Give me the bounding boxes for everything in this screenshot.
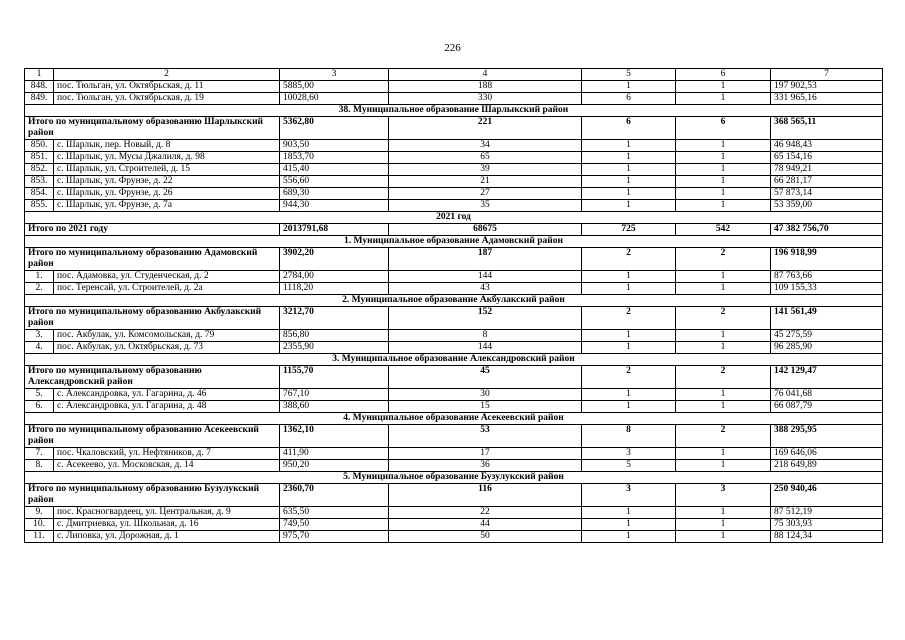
- apartments-value: 3: [582, 484, 676, 507]
- area-value: 903,50: [280, 140, 389, 152]
- apartments-value: 1: [582, 200, 676, 212]
- cost-value: 142 129,47: [771, 366, 883, 389]
- buildings-value: 1: [676, 164, 771, 176]
- residents-value: 43: [389, 283, 582, 295]
- residents-value: 144: [389, 271, 582, 283]
- area-value: 2013791,68: [280, 224, 389, 236]
- address: пос. Тюльган, ул. Октябрьская, д. 19: [54, 93, 280, 105]
- address: с. Дмитриевка, ул. Школьная, д. 16: [54, 519, 280, 531]
- residents-value: 152: [389, 307, 582, 330]
- buildings-value: 2: [676, 366, 771, 389]
- buildings-value: 1: [676, 519, 771, 531]
- cost-value: 47 382 756,70: [771, 224, 883, 236]
- address: пос. Акбулак, ул. Комсомольская, д. 79: [54, 330, 280, 342]
- cost-value: 88 124,34: [771, 531, 883, 543]
- area-value: 2360,70: [280, 484, 389, 507]
- cost-value: 109 155,33: [771, 283, 883, 295]
- residents-value: 8: [389, 330, 582, 342]
- apartments-value: 1: [582, 140, 676, 152]
- subtotal-label: Итого по муниципальному образованию Бузулукский район: [25, 484, 280, 507]
- row-number: 849.: [25, 93, 54, 105]
- column-number: 2: [54, 69, 280, 81]
- subtotal-row: [25, 117, 883, 140]
- apartments-value: 1: [582, 188, 676, 200]
- table-row: [25, 531, 883, 543]
- apartments-value: 1: [582, 271, 676, 283]
- apartments-value: 2: [582, 307, 676, 330]
- area-value: 2784,00: [280, 271, 389, 283]
- row-number: 5.: [25, 389, 54, 401]
- apartments-value: 1: [582, 283, 676, 295]
- cost-value: 78 949,21: [771, 164, 883, 176]
- row-number: 9.: [25, 507, 54, 519]
- area-value: 10028,60: [280, 93, 389, 105]
- address: пос. Красногвардеец, ул. Центральная, д. 9: [54, 507, 280, 519]
- area-value: 975,70: [280, 531, 389, 543]
- row-number: 854.: [25, 188, 54, 200]
- area-value: 415,40: [280, 164, 389, 176]
- apartments-value: 3: [582, 448, 676, 460]
- address: пос. Акбулак, ул. Октябрьская, д. 73: [54, 342, 280, 354]
- cost-value: 250 940,46: [771, 484, 883, 507]
- area-value: 856,80: [280, 330, 389, 342]
- cost-value: 76 041,68: [771, 389, 883, 401]
- row-number: 1.: [25, 271, 54, 283]
- apartments-value: 1: [582, 152, 676, 164]
- residents-value: 53: [389, 425, 582, 448]
- buildings-value: 1: [676, 93, 771, 105]
- address: с. Липовка, ул. Дорожная, д. 1: [54, 531, 280, 543]
- residents-value: 330: [389, 93, 582, 105]
- cost-value: 368 565,11: [771, 117, 883, 140]
- column-number-row: [25, 69, 883, 81]
- residents-value: 22: [389, 507, 582, 519]
- apartments-value: 2: [582, 248, 676, 271]
- apartments-value: 1: [582, 342, 676, 354]
- section-title: 3. Муниципальное образование Александровский район: [25, 354, 883, 366]
- area-value: 3212,70: [280, 307, 389, 330]
- column-number: 7: [771, 69, 883, 81]
- cost-value: 45 275,59: [771, 330, 883, 342]
- cost-value: 141 561,49: [771, 307, 883, 330]
- address: с. Шарлык, пер. Новый, д. 8: [54, 140, 280, 152]
- residents-value: 187: [389, 248, 582, 271]
- apartments-value: 1: [582, 401, 676, 413]
- table-row: [25, 342, 883, 354]
- table-row: [25, 164, 883, 176]
- buildings-value: 1: [676, 330, 771, 342]
- residents-value: 44: [389, 519, 582, 531]
- section-header-row: [25, 105, 883, 117]
- row-number: 11.: [25, 531, 54, 543]
- area-value: 388,60: [280, 401, 389, 413]
- row-number: 10.: [25, 519, 54, 531]
- cost-value: 388 295,95: [771, 425, 883, 448]
- address: с. Александровка, ул. Гагарина, д. 48: [54, 401, 280, 413]
- row-number: 852.: [25, 164, 54, 176]
- buildings-value: 1: [676, 401, 771, 413]
- table-row: [25, 152, 883, 164]
- cost-value: 65 154,16: [771, 152, 883, 164]
- year-total-row: [25, 224, 883, 236]
- column-number: 3: [280, 69, 389, 81]
- row-number: 851.: [25, 152, 54, 164]
- buildings-value: 1: [676, 188, 771, 200]
- column-number: 6: [676, 69, 771, 81]
- row-number: 3.: [25, 330, 54, 342]
- table-row: [25, 507, 883, 519]
- column-number: 5: [582, 69, 676, 81]
- subtotal-label: Итого по муниципальному образованию Акбулакский район: [25, 307, 280, 330]
- residents-value: 45: [389, 366, 582, 389]
- address: пос. Теренсай, ул. Строителей, д. 2а: [54, 283, 280, 295]
- subtotal-label: Итого по муниципальному образованию Адамовский район: [25, 248, 280, 271]
- cost-value: 331 965,16: [771, 93, 883, 105]
- table-row: [25, 330, 883, 342]
- subtotal-row: [25, 425, 883, 448]
- row-number: 7.: [25, 448, 54, 460]
- residents-value: 68675: [389, 224, 582, 236]
- cost-value: 46 948,43: [771, 140, 883, 152]
- column-number: 4: [389, 69, 582, 81]
- housing-register-table: [24, 68, 883, 543]
- row-number: 848.: [25, 81, 54, 93]
- buildings-value: 2: [676, 248, 771, 271]
- cost-value: 169 646,06: [771, 448, 883, 460]
- section-header-row: [25, 354, 883, 366]
- row-number: 853.: [25, 176, 54, 188]
- row-number: 850.: [25, 140, 54, 152]
- cost-value: 96 285,90: [771, 342, 883, 354]
- cost-value: 196 918,99: [771, 248, 883, 271]
- page-number: 226: [444, 42, 461, 54]
- buildings-value: 1: [676, 200, 771, 212]
- apartments-value: 1: [582, 519, 676, 531]
- address: пос. Тюльган, ул. Октябрьская, д. 11: [54, 81, 280, 93]
- apartments-value: 1: [582, 176, 676, 188]
- subtotal-row: [25, 307, 883, 330]
- buildings-value: 1: [676, 176, 771, 188]
- area-value: 5885,00: [280, 81, 389, 93]
- residents-value: 39: [389, 164, 582, 176]
- buildings-value: 1: [676, 271, 771, 283]
- residents-value: 27: [389, 188, 582, 200]
- address: с. Шарлык, ул. Мусы Джалиля, д. 98: [54, 152, 280, 164]
- residents-value: 116: [389, 484, 582, 507]
- section-title: 5. Муниципальное образование Бузулукский район: [25, 472, 883, 484]
- section-title: 2021 год: [25, 212, 883, 224]
- apartments-value: 1: [582, 531, 676, 543]
- section-title: 1. Муниципальное образование Адамовский район: [25, 236, 883, 248]
- cost-value: 218 649,89: [771, 460, 883, 472]
- residents-value: 35: [389, 200, 582, 212]
- cost-value: 87 763,66: [771, 271, 883, 283]
- area-value: 3902,20: [280, 248, 389, 271]
- subtotal-row: [25, 248, 883, 271]
- column-number: 1: [25, 69, 54, 81]
- residents-value: 50: [389, 531, 582, 543]
- subtotal-label: Итого по муниципальному образованию Асекеевский район: [25, 425, 280, 448]
- address: с. Асекеево, ул. Московская, д. 14: [54, 460, 280, 472]
- address: пос. Чкаловский, ул. Нефтяников, д. 7: [54, 448, 280, 460]
- area-value: 689,30: [280, 188, 389, 200]
- apartments-value: 6: [582, 93, 676, 105]
- area-value: 1362,10: [280, 425, 389, 448]
- area-value: 556,60: [280, 176, 389, 188]
- residents-value: 34: [389, 140, 582, 152]
- cost-value: 57 873,14: [771, 188, 883, 200]
- cost-value: 197 902,53: [771, 81, 883, 93]
- residents-value: 144: [389, 342, 582, 354]
- apartments-value: 5: [582, 460, 676, 472]
- table-row: [25, 460, 883, 472]
- area-value: 950,20: [280, 460, 389, 472]
- section-header-row: [25, 236, 883, 248]
- address: с. Александровка, ул. Гагарина, д. 46: [54, 389, 280, 401]
- cost-value: 53 359,00: [771, 200, 883, 212]
- table-row: [25, 448, 883, 460]
- subtotal-label: Итого по 2021 году: [25, 224, 280, 236]
- buildings-value: 1: [676, 448, 771, 460]
- apartments-value: 2: [582, 366, 676, 389]
- buildings-value: 3: [676, 484, 771, 507]
- table-row: [25, 140, 883, 152]
- buildings-value: 1: [676, 81, 771, 93]
- cost-value: 87 512,19: [771, 507, 883, 519]
- address: с. Шарлык, ул. Фрунзе, д. 22: [54, 176, 280, 188]
- section-header-row: [25, 413, 883, 425]
- apartments-value: 1: [582, 507, 676, 519]
- buildings-value: 1: [676, 140, 771, 152]
- subtotal-label: Итого по муниципальному образованию Александровский район: [25, 366, 280, 389]
- section-header-row: [25, 212, 883, 224]
- table-body: [25, 69, 883, 543]
- table-row: [25, 93, 883, 105]
- residents-value: 30: [389, 389, 582, 401]
- buildings-value: 1: [676, 460, 771, 472]
- apartments-value: 8: [582, 425, 676, 448]
- row-number: 855.: [25, 200, 54, 212]
- table-row: [25, 271, 883, 283]
- apartments-value: 1: [582, 164, 676, 176]
- residents-value: 188: [389, 81, 582, 93]
- table-row: [25, 81, 883, 93]
- residents-value: 21: [389, 176, 582, 188]
- apartments-value: 6: [582, 117, 676, 140]
- area-value: 1118,20: [280, 283, 389, 295]
- subtotal-label: Итого по муниципальному образованию Шарлыкский район: [25, 117, 280, 140]
- area-value: 5362,80: [280, 117, 389, 140]
- residents-value: 221: [389, 117, 582, 140]
- buildings-value: 1: [676, 152, 771, 164]
- area-value: 2355,90: [280, 342, 389, 354]
- buildings-value: 2: [676, 425, 771, 448]
- section-header-row: [25, 295, 883, 307]
- buildings-value: 1: [676, 507, 771, 519]
- area-value: 1853,70: [280, 152, 389, 164]
- address: с. Шарлык, ул. Фрунзе, д. 7а: [54, 200, 280, 212]
- area-value: 767,10: [280, 389, 389, 401]
- table-row: [25, 519, 883, 531]
- section-header-row: [25, 472, 883, 484]
- apartments-value: 1: [582, 330, 676, 342]
- area-value: 749,50: [280, 519, 389, 531]
- buildings-value: 1: [676, 342, 771, 354]
- buildings-value: 1: [676, 389, 771, 401]
- cost-value: 66 087,79: [771, 401, 883, 413]
- row-number: 6.: [25, 401, 54, 413]
- section-title: 38. Муниципальное образование Шарлыкский район: [25, 105, 883, 117]
- table-row: [25, 200, 883, 212]
- address: пос. Адамовка, ул. Студенческая, д. 2: [54, 271, 280, 283]
- table-row: [25, 283, 883, 295]
- table-row: [25, 401, 883, 413]
- residents-value: 17: [389, 448, 582, 460]
- address: с. Шарлык, ул. Строителей, д. 15: [54, 164, 280, 176]
- buildings-value: 6: [676, 117, 771, 140]
- buildings-value: 2: [676, 307, 771, 330]
- area-value: 1155,70: [280, 366, 389, 389]
- buildings-value: 542: [676, 224, 771, 236]
- buildings-value: 1: [676, 531, 771, 543]
- subtotal-row: [25, 366, 883, 389]
- row-number: 4.: [25, 342, 54, 354]
- area-value: 944,30: [280, 200, 389, 212]
- apartments-value: 1: [582, 81, 676, 93]
- residents-value: 65: [389, 152, 582, 164]
- area-value: 411,90: [280, 448, 389, 460]
- apartments-value: 725: [582, 224, 676, 236]
- table-row: [25, 188, 883, 200]
- cost-value: 75 303,93: [771, 519, 883, 531]
- residents-value: 15: [389, 401, 582, 413]
- address: с. Шарлык, ул. Фрунзе, д. 26: [54, 188, 280, 200]
- row-number: 8.: [25, 460, 54, 472]
- table-row: [25, 389, 883, 401]
- section-title: 4. Муниципальное образование Асекеевский район: [25, 413, 883, 425]
- area-value: 635,50: [280, 507, 389, 519]
- buildings-value: 1: [676, 283, 771, 295]
- residents-value: 36: [389, 460, 582, 472]
- cost-value: 66 281,17: [771, 176, 883, 188]
- section-title: 2. Муниципальное образование Акбулакский район: [25, 295, 883, 307]
- apartments-value: 1: [582, 389, 676, 401]
- subtotal-row: [25, 484, 883, 507]
- table-row: [25, 176, 883, 188]
- row-number: 2.: [25, 283, 54, 295]
